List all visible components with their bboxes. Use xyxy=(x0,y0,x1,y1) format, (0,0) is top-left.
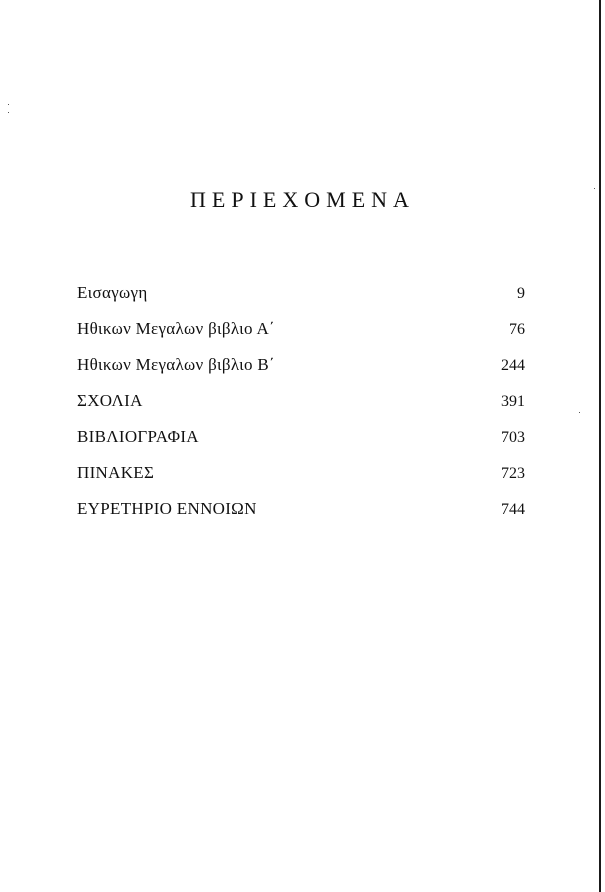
toc-entry-page: 76 xyxy=(509,321,525,338)
toc-entry-page: 244 xyxy=(501,357,525,374)
toc-entry-label: Εισαγωγη xyxy=(77,283,148,302)
scan-speck xyxy=(8,112,9,113)
toc-entry[interactable] xyxy=(77,283,525,319)
toc-entry-label: ΕΥΡΕΤΗΡΙΟ ΕΝΝΟΙΩΝ xyxy=(77,499,257,518)
page-edge-shadow xyxy=(599,0,601,892)
toc-entry[interactable] xyxy=(77,391,525,427)
toc-entry[interactable] xyxy=(77,499,525,535)
toc-entry-page: 703 xyxy=(501,429,525,446)
toc-entry-label: ΒΙΒΛΙΟΓΡΑΦΙΑ xyxy=(77,427,199,446)
toc-entry-page: 744 xyxy=(501,501,525,518)
scan-speck xyxy=(8,104,9,105)
toc-entry[interactable] xyxy=(77,427,525,463)
toc-entry-page: 391 xyxy=(501,393,525,410)
toc-entry-label: ΠΙΝΑΚΕΣ xyxy=(77,463,155,482)
scan-speck xyxy=(579,412,580,413)
page-title: ΠΕΡΙΕΧΟΜΕΝΑ xyxy=(190,186,415,212)
toc-entry[interactable] xyxy=(77,319,525,355)
toc-entry-label: Ηθικων Μεγαλων βιβλιο Α΄ xyxy=(77,319,276,338)
toc-entry-page: 9 xyxy=(517,285,525,302)
table-of-contents xyxy=(77,283,525,535)
toc-entry-label: Ηθικων Μεγαλων βιβλιο Β΄ xyxy=(77,355,276,374)
toc-entry[interactable] xyxy=(77,463,525,499)
toc-entry-page: 723 xyxy=(501,465,525,482)
toc-entry[interactable] xyxy=(77,355,525,391)
toc-entry-label: ΣΧΟΛΙΑ xyxy=(77,391,143,410)
